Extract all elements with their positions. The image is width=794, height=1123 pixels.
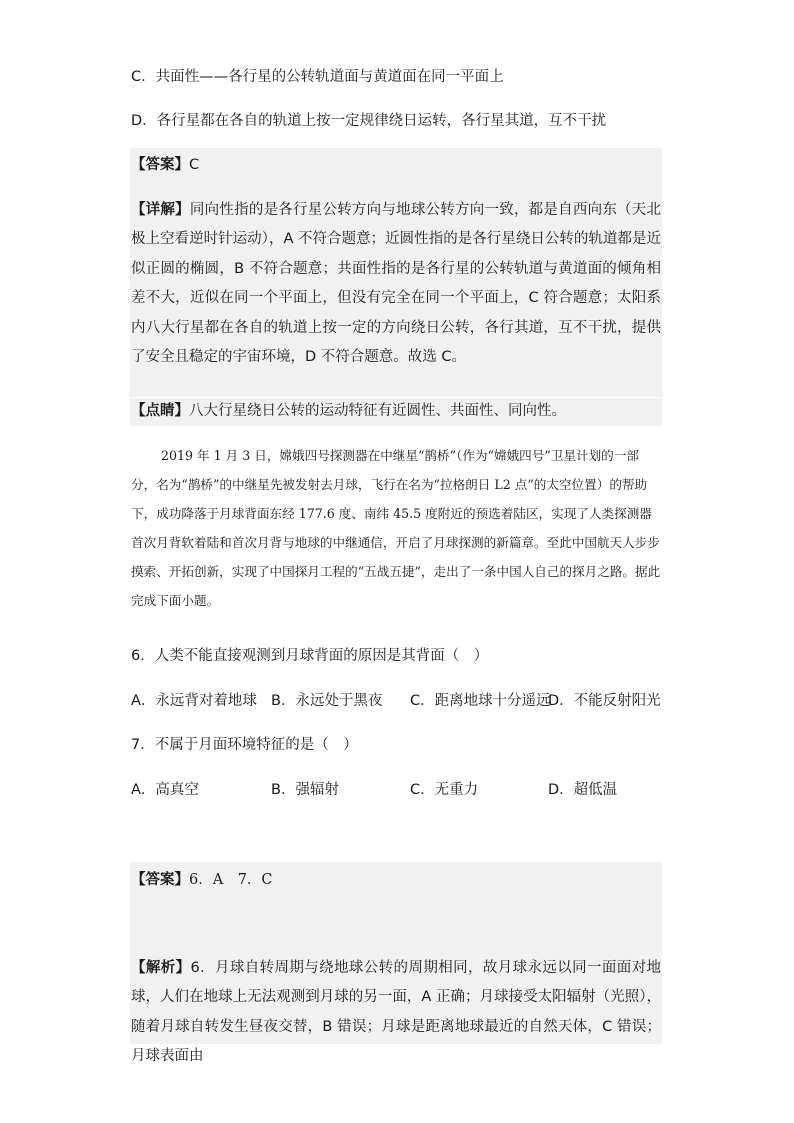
tip-text: 八大行星绕日公转的运动特征有近圆性、共面性、同向性。 [189,403,566,419]
tip-tag: 【点睛】 [131,403,189,419]
analysis [131,954,661,1072]
question-7-stem: 7．不属于月面环境特征的是（ ） [131,737,358,753]
analysis-tag: 【解析】 [131,960,191,976]
answers-tag: 【答案】 [131,872,189,888]
analysis-text: 6．月球自转周期与绕地球公转的周期相同，故月球永远以同一面面对地球，人们在地球上无法观测到月球的另一面，A 正确；月球接受太阳辐射（光照），随着月球自转发生昼夜交替，B 错误；月球是距离地球最近的自然天体，C 错误；月球表面由 [131,960,662,1065]
q6-option-d: D．不能反射阳光 [548,693,661,709]
option-c-coplanarity: C．共面性——各行星的公转轨道面与黄道面在同一平面上 [131,69,504,85]
q5-tip [131,397,661,426]
q7-option-a: A．高真空 [131,782,199,798]
question-6-stem: 6．人类不能直接观测到月球背面的原因是其背面（ ） [131,648,489,664]
option-d-orbits: D．各行星都在各自的轨道上按一定规律绕日运转，各行星其道，互不干扰 [131,113,607,129]
detail-text: 同向性指的是各行星公转方向与地球公转方向一致，都是自西向东（天北极上空看逆时针运动），A 不符合题意；近圆性指的是各行星绕日公转的轨道都是近似正圆的椭圆，B 不符合题意；共面性指的是各行星的公转轨道与黄道面的倾角相差不大，近似在同一个平面上，但没有完全在同一个平面上，C 符合题意；太阳系内八大行星都在各自的轨道上按一定的方向绕日公转，各行其道，互不干扰，提供了安全且稳定的宇宙环境，D 不符合题意。故选 C。 [131,202,662,366]
answers-line [131,866,661,895]
detail-tag: 【详解】 [131,202,190,218]
passage-text: 2019 年 1 月 3 日，嫦娥四号探测器在中继星“鹊桥”（作为“嫦娥四号”卫星计划的一部分，名为“鹊桥”的中继星先被发射去月球，飞行在名为“拉格朗日 L2 点”的太空位置）的帮助下，成功降落于月球背面东经 177.6 度、南纬 45.5 度附近的预选着陆区，实现了人类探测器首次月背软着陆和首次月背与地球的中继通信，开启了月球探测的新篇章。至此中国航天人步步摸索、开拓创新，实现了中国探月工程的“五战五捷”，走出了一条中国人自己的探月之路。据此完成下面小题。 [131,448,661,608]
reading-passage [131,441,663,615]
q5-answer [131,151,661,180]
q7-option-b: B．强辐射 [271,782,339,798]
answer-tag: 【答案】 [131,157,189,173]
answer-value: C [189,157,200,173]
q6-option-b: B．永远处于黑夜 [271,693,383,709]
q6-option-c: C．距离地球十分遥远 [410,693,551,709]
answers-value: 6．A 7．C [189,872,273,888]
q6-option-a: A．永远背对着地球 [131,693,257,709]
q5-detail [131,196,661,372]
q7-option-d: D．超低温 [548,782,618,798]
q7-option-c: C．无重力 [410,782,479,798]
